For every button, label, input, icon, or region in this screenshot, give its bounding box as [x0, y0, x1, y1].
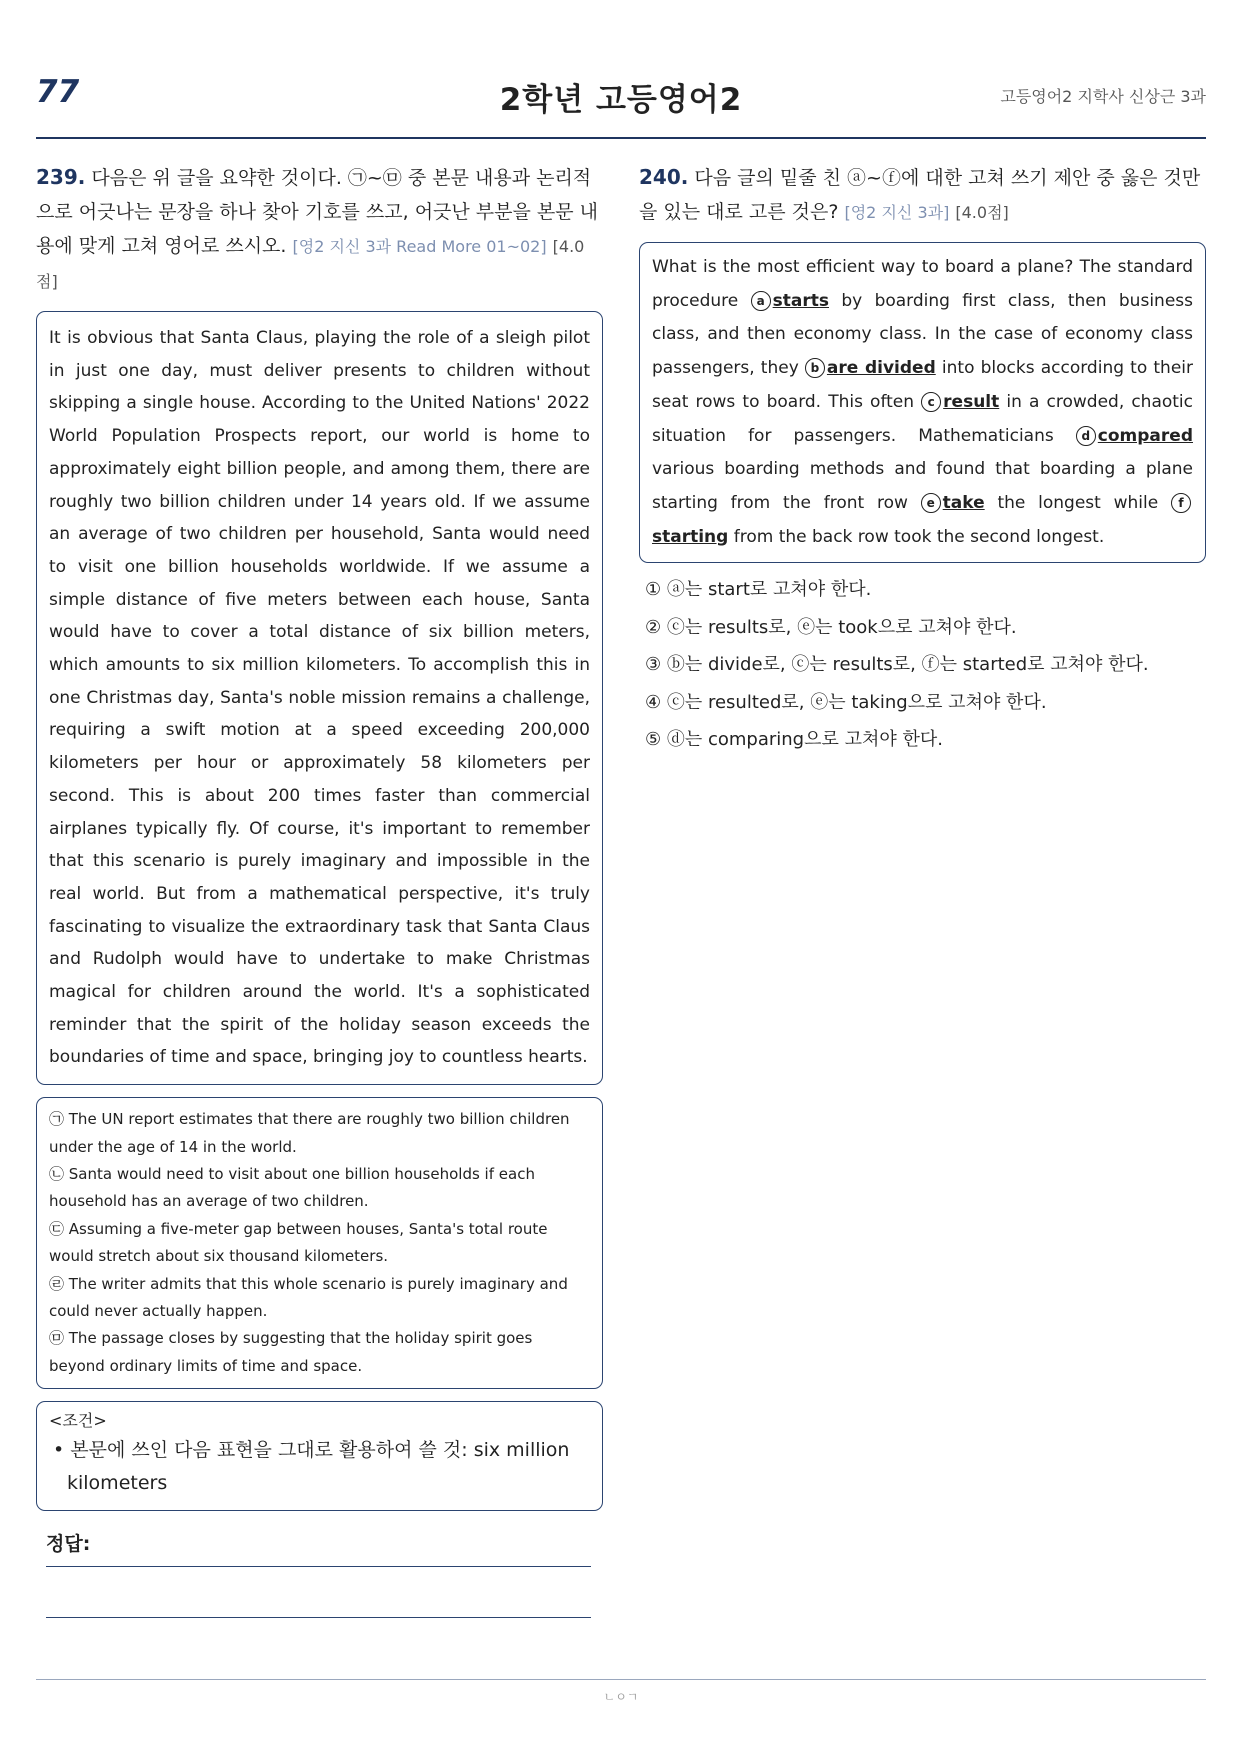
marker-b: b — [805, 358, 825, 378]
passage-text: various boarding methods and found that boarding a plane starting from the front row — [652, 459, 1193, 513]
passage-text: the longest while — [984, 492, 1171, 513]
marker-e: e — [921, 493, 941, 513]
choice-3[interactable]: ③ ⓑ는 divide로, ⓒ는 results로, ⓕ는 started로 고쳐야 한다. — [645, 654, 1149, 676]
passage-text: by boarding first class, then business class, and then economy class. In the case of economy class passengers, they — [652, 290, 1193, 379]
question-source: [영2 지신 3과] — [844, 203, 950, 222]
footer-text: ㄴㅇㄱ — [603, 1690, 639, 1704]
choice-2[interactable]: ② ⓒ는 results로, ⓔ는 took으로 고쳐야 한다. — [645, 616, 1017, 638]
page-header — [36, 70, 1206, 140]
underlined-e: take — [942, 492, 985, 513]
marker-d: d — [1076, 426, 1096, 446]
question-239-prompt — [36, 160, 603, 299]
underlined-b: are divided — [826, 358, 936, 379]
passage-text: What is the most efficient way to board a plane? The standard procedure — [652, 257, 1193, 311]
page-number: 77 — [36, 74, 80, 110]
choice-5[interactable]: ⑤ ⓓ는 comparing으로 고쳐야 한다. — [645, 729, 943, 751]
summary-option: ㉢ Assuming a five-meter gap between houses, Santa's total route would stretch about six thousand kilometers. — [49, 1219, 548, 1266]
header-divider — [36, 137, 1206, 139]
question-points: [4.0점] — [36, 237, 585, 291]
condition-text: • 본문에 쓰인 다음 표현을 그대로 활용하여 쓸 것: six million kilometers — [53, 1439, 570, 1495]
summary-option: ㉡ Santa would need to visit about one billion households if each household has an average of two children. — [49, 1164, 535, 1211]
question-240 — [639, 160, 1206, 759]
condition-box — [36, 1401, 603, 1511]
passage-text: in a crowded, chaotic situation for passengers. Mathematicians — [652, 391, 1194, 446]
passage-text: into blocks according to their seat rows to board. This often — [652, 358, 1193, 412]
choice-4[interactable]: ④ ⓒ는 resulted로, ⓔ는 taking으로 고쳐야 한다. — [645, 691, 1047, 713]
footer-divider — [36, 1679, 1206, 1680]
question-text: 다음은 위 글을 요약한 것이다. ㉠~㉤ 중 본문 내용과 논리적으로 어긋나는 문장을 하나 찾아 기호를 쓰고, 어긋난 부분을 본문 내용에 맞게 고쳐 영어로 쓰시오. — [36, 167, 598, 257]
answer-label: 정답: — [46, 1533, 91, 1556]
question-number: 240. — [639, 165, 689, 189]
question-source: [영2 지신 3과 Read More 01~02] — [292, 237, 547, 256]
answer-choices — [639, 571, 1206, 759]
passage-text: from the back row took the second longest. — [728, 526, 1105, 547]
marker-f: f — [1171, 493, 1191, 513]
underlined-a: starts — [772, 290, 829, 311]
answer-line[interactable] — [46, 1566, 591, 1567]
answer-line[interactable] — [46, 1617, 591, 1618]
reading-passage: It is obvious that Santa Claus, playing the role of a sleigh pilot in just one day, must deliver presents to children without skipping a single house. According to the United Nations' 2022 World Population Prospects report, our world is home to approximately eight billion people, and among them, there are roughly two billion children under 14 years old. If we assume an average of two children per household, Santa would need to visit one billion households worldwide. If we assume a simple distance of five meters between each house, Santa would have to cover a total distance of six billion meters, which amounts to six million kilometers. To accomplish this in one Christmas day, Santa's noble mission remains a challenge, requiring a swift motion at a speed exceeding 200,000 kilometers per hour or approximately 58 kilometers per second. This is about 200 times faster than commercial airplanes typically fly. Of course, it's important to remember that this scenario is purely imaginary and impossible in the real world. But from a mathematical perspective, it's truly fascinating to visualize the extraordinary task that Santa Claus and Rudolph would have to undertake to make Christmas magical for children around the world. It's a sophisticated reminder that the spirit of the holiday season exceeds the boundaries of time and space, bringing joy to countless hearts. — [36, 311, 603, 1085]
question-240-prompt — [639, 160, 1206, 230]
summary-option: ㉣ The writer admits that this whole scenario is purely imaginary and could never actually happen. — [49, 1274, 568, 1321]
underlined-f: starting — [652, 526, 729, 547]
question-number: 239. — [36, 165, 86, 189]
condition-title: <조건> — [49, 1411, 107, 1431]
summary-option: ㉠ The UN report estimates that there are roughly two billion children under the age of 14 in the world. — [49, 1110, 570, 1156]
summary-options — [36, 1097, 603, 1389]
page-title: 2학년 고등영어2 — [499, 82, 743, 118]
question-239 — [36, 160, 603, 1618]
question-text: 다음 글의 밑줄 친 ⓐ~ⓕ에 대한 고쳐 쓰기 제안 중 옳은 것만을 있는 대로 고른 것은? — [639, 167, 1201, 223]
page-subtitle: 고등영어2 지학사 신상근 3과 — [1000, 87, 1206, 106]
choice-1[interactable]: ① ⓐ는 start로 고쳐야 한다. — [645, 579, 872, 601]
underlined-d: compared — [1097, 425, 1193, 446]
underlined-c: result — [943, 391, 1000, 412]
question-points: [4.0점] — [955, 203, 1009, 222]
marker-c: c — [921, 392, 941, 412]
summary-option: ㉤ The passage closes by suggesting that the holiday spirit goes beyond ordinary limits of time and space. — [49, 1329, 533, 1375]
marker-a: a — [751, 291, 771, 311]
reading-passage — [639, 242, 1206, 563]
